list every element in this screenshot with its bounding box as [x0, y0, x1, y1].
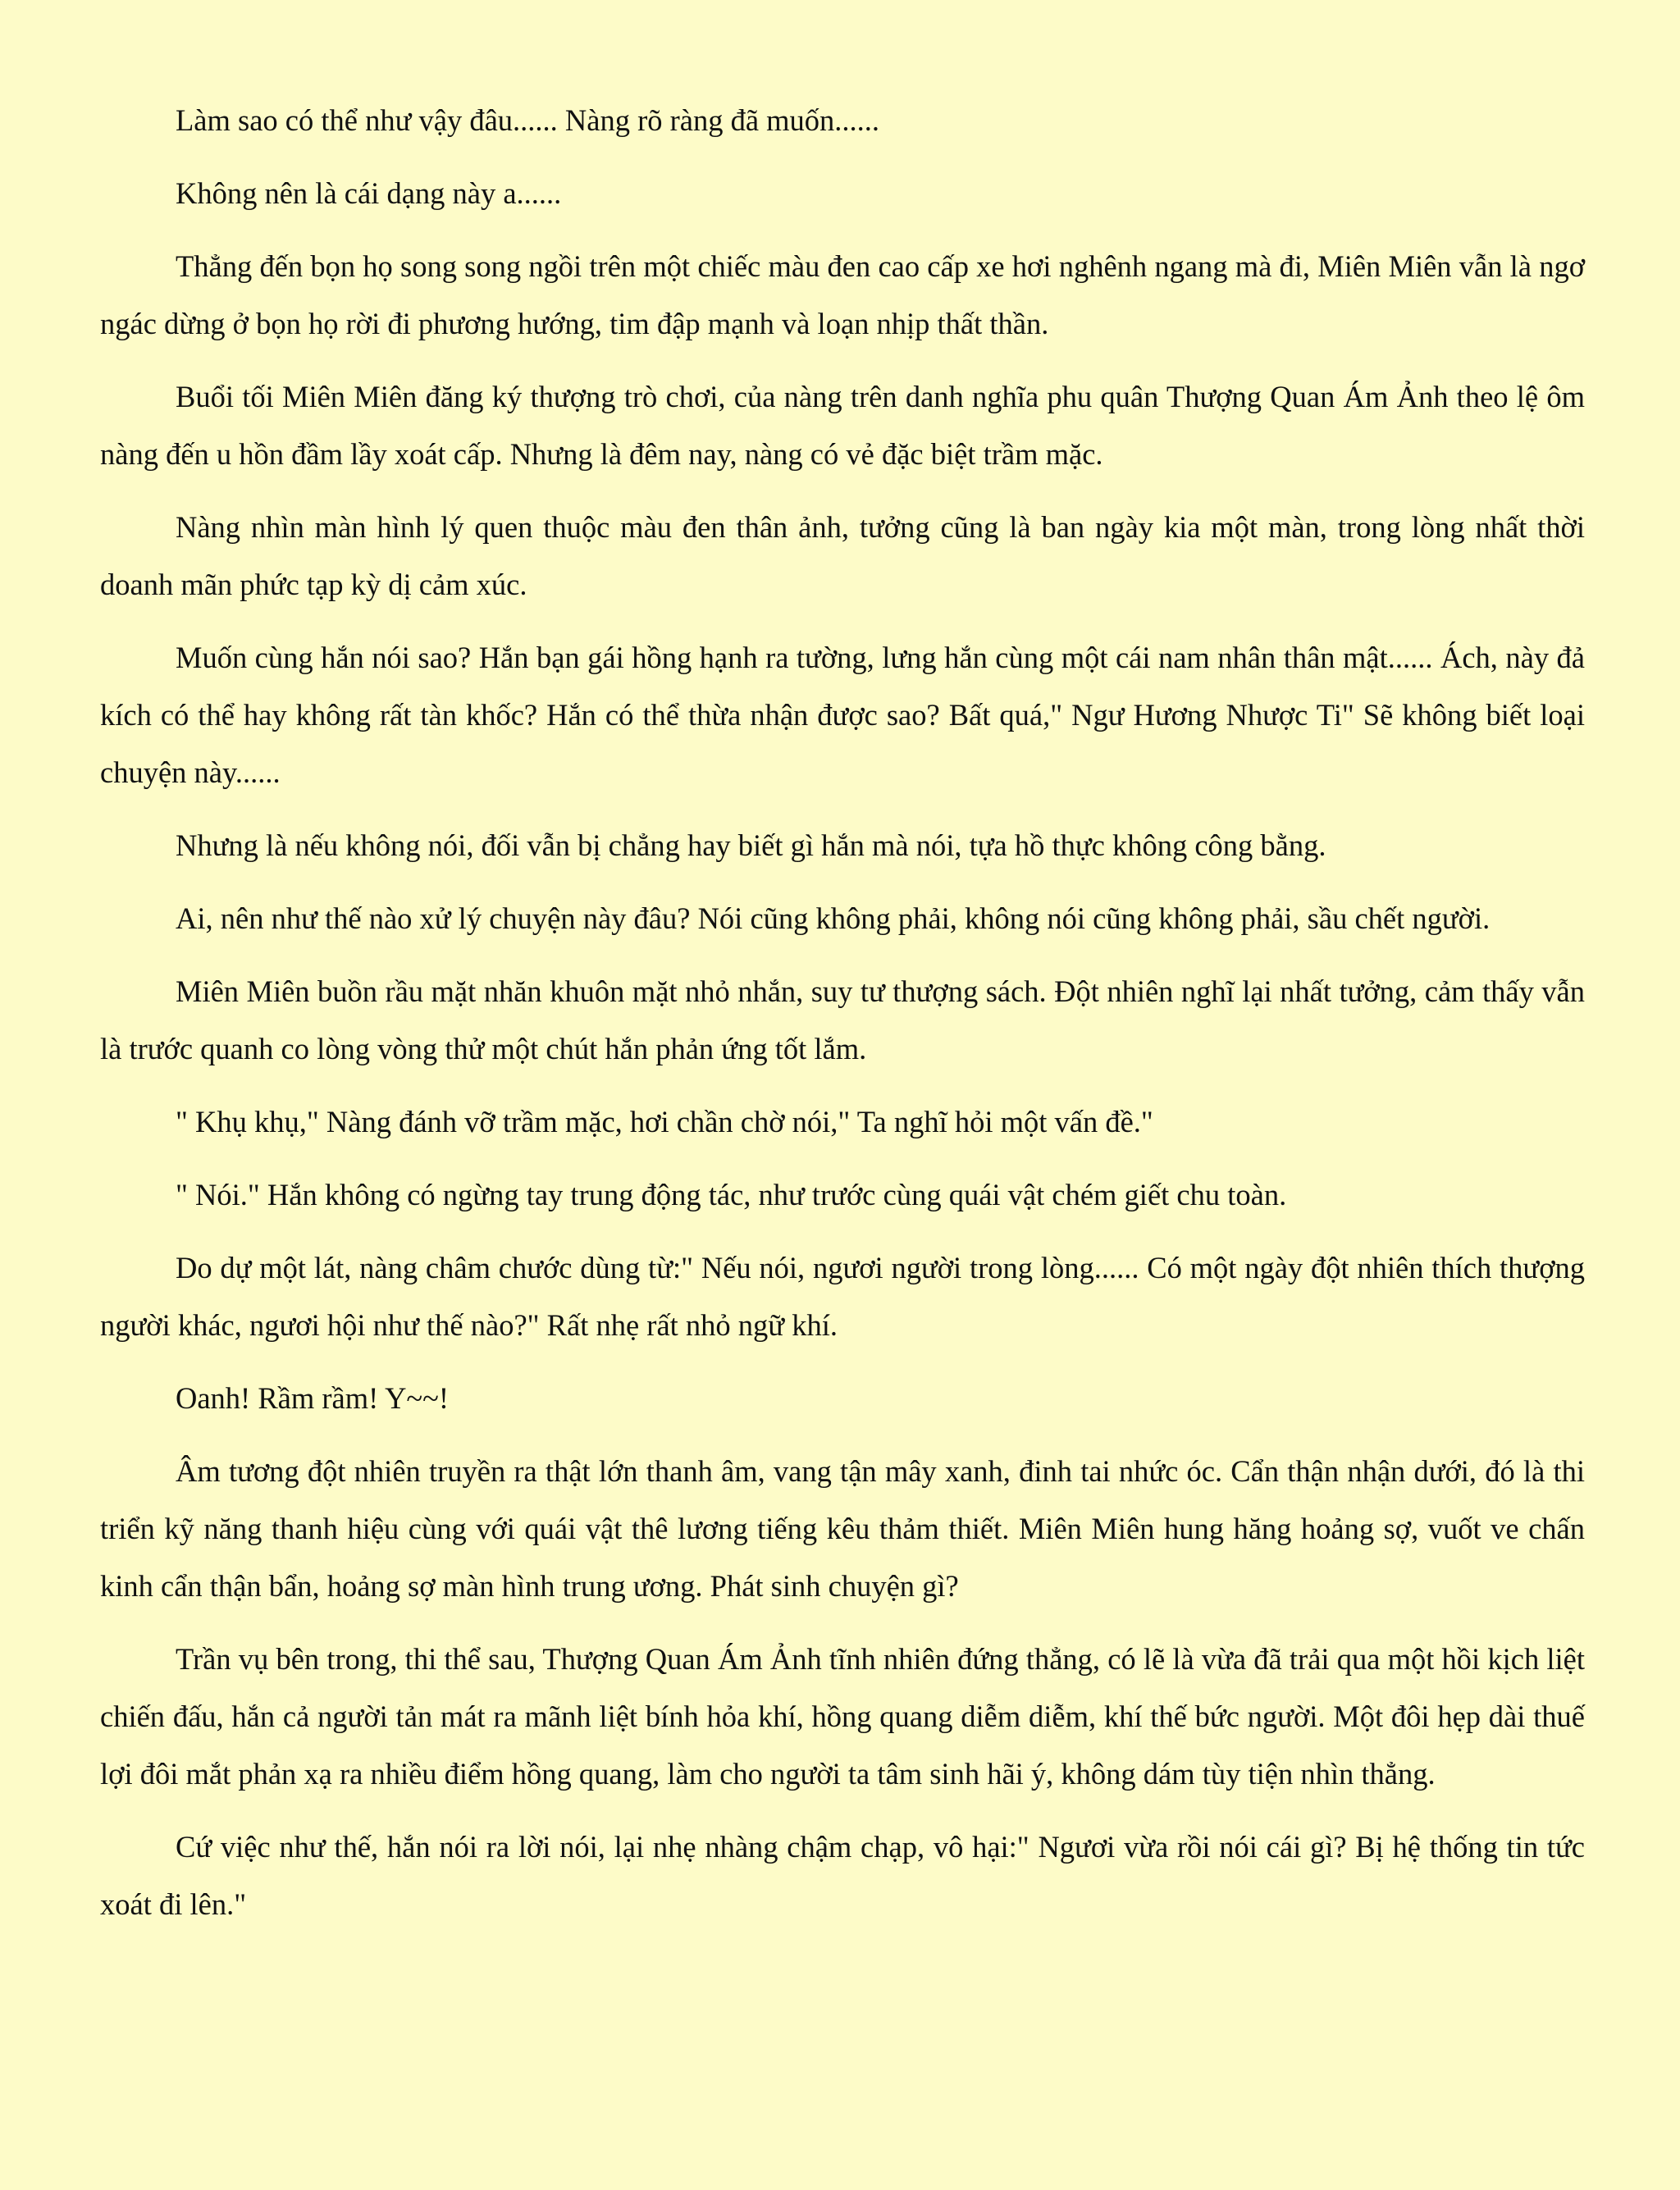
paragraph-8: Ai, nên như thế nào xử lý chuyện này đâu? Nói cũng không phải, không nói cũng không phải, sầu chết người.	[176, 901, 1491, 935]
paragraph-16: Cứ việc như thế, hắn nói ra lời nói, lại nhẹ nhàng chậm chạp, vô hại:" Ngươi vừa rồi nói cái gì? Bị hệ thống tin tức xoát đi lên."	[100, 1830, 1585, 1921]
paragraph-11: " Nói." Hắn không có ngừng tay trung động tác, như trước cùng quái vật chém giết chu toàn.	[176, 1178, 1287, 1211]
paragraph-12: Do dự một lát, nàng châm chước dùng từ:" Nếu nói, ngươi người trong lòng...... Có một ngày đột nhiên thích thượng người khác, ngươi hội như thế nào?" Rất nhẹ rất nhỏ ngữ khí.	[100, 1251, 1585, 1342]
paragraph-10: " Khụ khụ," Nàng đánh vỡ trầm mặc, hơi chần chờ nói," Ta nghĩ hỏi một vấn đề."	[176, 1105, 1153, 1138]
paragraph-9: Miên Miên buồn rầu mặt nhăn khuôn mặt nhỏ nhắn, suy tư thượng sách. Đột nhiên nghĩ lại nhất tưởng, cảm thấy vẫn là trước quanh co lòng vòng thử một chút hắn phản ứng tốt lắm.	[100, 974, 1585, 1065]
paragraph-13: Oanh! Rầm rầm! Y~~!	[176, 1381, 450, 1415]
paragraph-14: Âm tương đột nhiên truyền ra thật lớn thanh âm, vang tận mây xanh, đinh tai nhức óc. Cẩn thận nhận dưới, đó là thi triển kỹ năng thanh hiệu cùng với quái vật thê lương tiếng kêu thảm thiết. Miên Miên hung hăng hoảng sợ, vuốt ve chấn kinh cẩn thận bẩn, hoảng sợ màn hình trung ương. Phát sinh chuyện gì?	[100, 1454, 1585, 1603]
paragraph-3: Thẳng đến bọn họ song song ngồi trên một chiếc màu đen cao cấp xe hơi nghênh ngang mà đi, Miên Miên vẫn là ngơ ngác dừng ở bọn họ rời đi phương hướng, tim đập mạnh và loạn nhịp thất thần.	[100, 249, 1585, 340]
paragraph-15: Trần vụ bên trong, thi thể sau, Thượng Quan Ám Ảnh tĩnh nhiên đứng thẳng, có lẽ là vừa đã trải qua một hồi kịch liệt chiến đấu, hắn cả người tản mát ra mãnh liệt bính hỏa khí, hồng quang diễm diễm, khí thế bức người. Một đôi hẹp dài thuế lợi đôi mắt phản xạ ra nhiều điểm hồng quang, làm cho người ta tâm sinh hãi ý, không dám tùy tiện nhìn thẳng.	[100, 1642, 1585, 1791]
paragraph-6: Muốn cùng hắn nói sao? Hắn bạn gái hồng hạnh ra tường, lưng hắn cùng một cái nam nhân thân mật...... Ách, này đả kích có thể hay không rất tàn khốc? Hắn có thể thừa nhận được sao? Bất quá," Ngư Hương Nhược Ti" Sẽ không biết loại chuyện này......	[100, 641, 1585, 789]
paragraph-5: Nàng nhìn màn hình lý quen thuộc màu đen thân ảnh, tưởng cũng là ban ngày kia một màn, trong lòng nhất thời doanh mãn phức tạp kỳ dị cảm xúc.	[100, 510, 1585, 601]
paragraph-2: Không nên là cái dạng này a......	[176, 176, 562, 210]
paragraph-1: Làm sao có thể như vậy đâu...... Nàng rõ ràng đã muốn......	[176, 103, 880, 137]
paragraph-4: Buổi tối Miên Miên đăng ký thượng trò chơi, của nàng trên danh nghĩa phu quân Thượng Quan Ám Ảnh theo lệ ôm nàng đến u hồn đầm lầy xoát cấp. Nhưng là đêm nay, nàng có vẻ đặc biệt trầm mặc.	[100, 380, 1585, 471]
paragraph-7: Nhưng là nếu không nói, đối vẫn bị chẳng hay biết gì hắn mà nói, tựa hồ thực không công bằng.	[176, 828, 1326, 862]
